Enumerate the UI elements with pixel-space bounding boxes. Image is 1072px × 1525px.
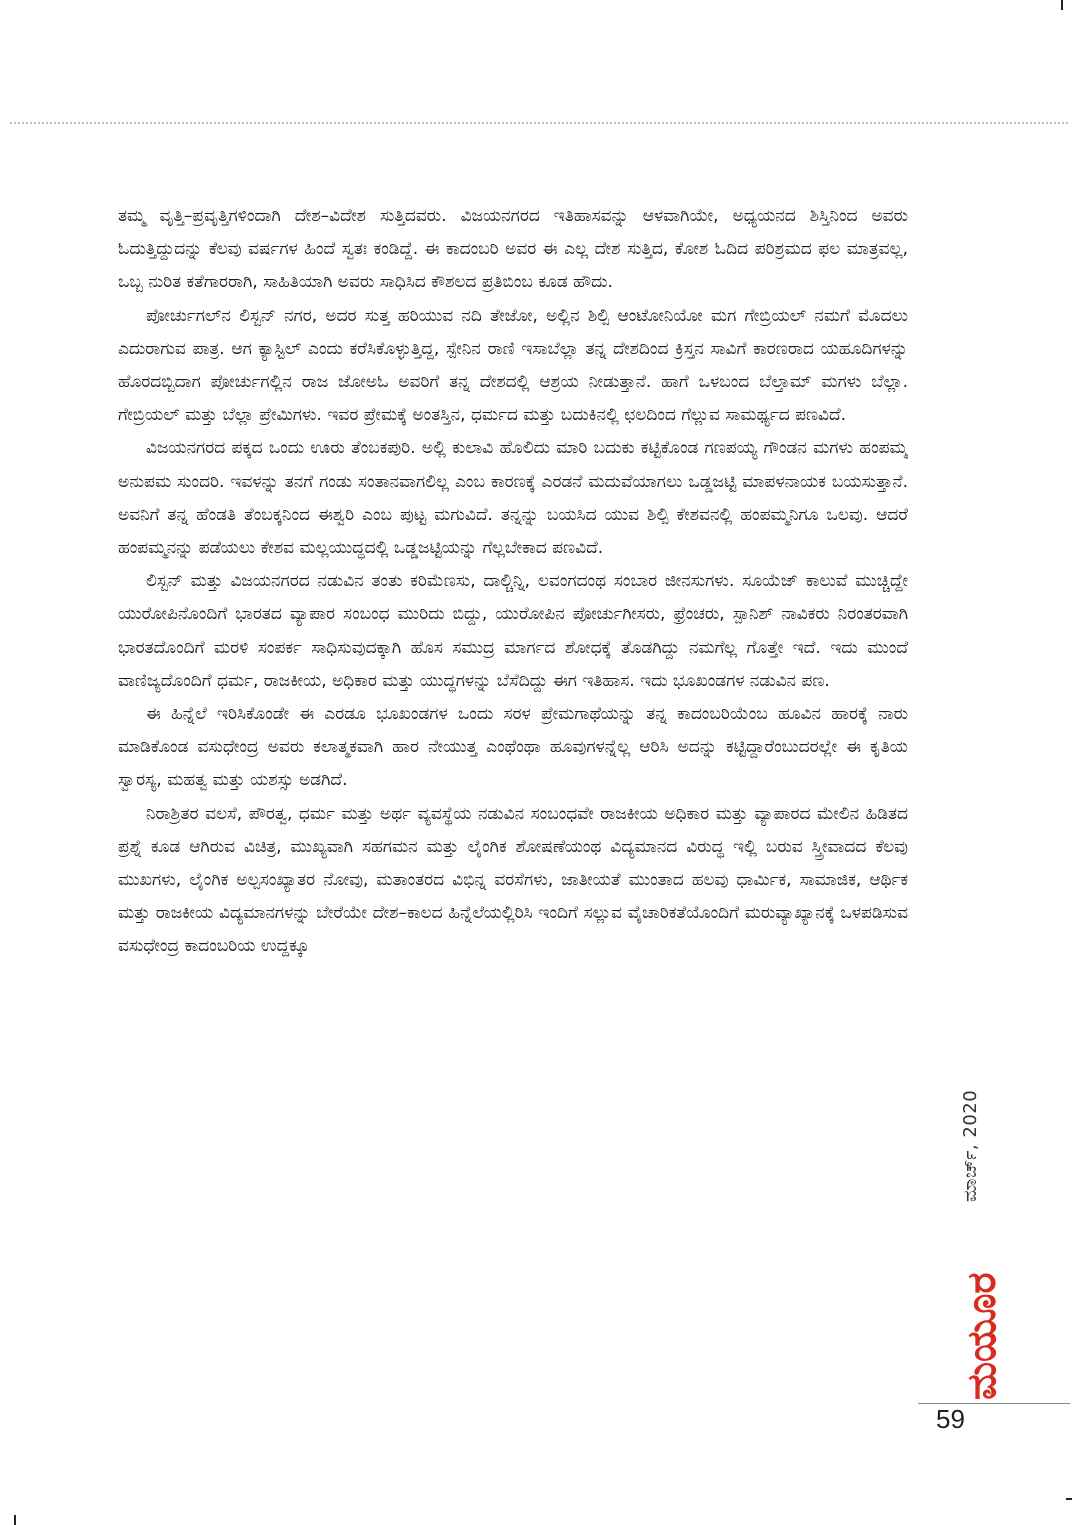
crop-mark-top-right [1061, 0, 1063, 10]
magazine-logo: ಮಯೂರ [959, 1272, 1005, 1400]
paragraph: ಪೋರ್ಚುಗಲ್‌ನ ಲಿಸ್ಬನ್ ನಗರ, ಅದರ ಸುತ್ತ ಹರಿಯುವ ನದಿ ತೇಜೋ, ಅಲ್ಲಿನ ಶಿಲ್ಪಿ ಆಂಟೋನಿಯೋ ಮಗ ಗೇಬ್ರಿಯಲ್ ನಮಗೆ ಮೊದಲು ಎದುರಾಗುವ ಪಾತ್ರ. ಆಗ ಕ್ಯಾಸ್ಟಿಲ್ ಎಂದು ಕರೆಸಿಕೊಳ್ಳುತ್ತಿದ್ದ, ಸ್ಪೇನಿನ ರಾಣಿ ಇಸಾಬೆಲ್ಲಾ ತನ್ನ ದೇಶದಿಂದ ಕ್ರಿಸ್ತನ ಸಾವಿಗೆ ಕಾರಣರಾದ ಯಹೂದಿಗಳನ್ನು ಹೊರದಬ್ಬಿದಾಗ ಪೋರ್ಚುಗಲ್ಲಿನ ರಾಜ ಜೋಅಓ ಅವರಿಗೆ ತನ್ನ ದೇಶದಲ್ಲಿ ಆಶ್ರಯ ನೀಡುತ್ತಾನೆ. ಹಾಗೆ ಒಳಬಂದ ಬೆಲ್ತಾಮ್ ಮಗಳು ಬೆಲ್ಲಾ. ಗೇಬ್ರಿಯಲ್ ಮತ್ತು ಬೆಲ್ಲಾ ಪ್ರೇಮಿಗಳು. ಇವರ ಪ್ರೇಮಕ್ಕೆ ಅಂತಸ್ತಿನ, ಧರ್ಮದ ಮತ್ತು ಬದುಕಿನಲ್ಲಿ ಛಲದಿಂದ ಗೆಲ್ಲುವ ಸಾಮರ್ಥ್ಯದ ಪಣವಿದೆ. [118, 305, 908, 426]
crop-mark-bottom-left [14, 1515, 16, 1525]
paragraph: ತಮ್ಮ ವೃತ್ತಿ–ಪ್ರವೃತ್ತಿಗಳಿಂದಾಗಿ ದೇಶ–ವಿದೇಶ ಸುತ್ತಿದವರು. ವಿಜಯನಗರದ ಇತಿಹಾಸವನ್ನು ಆಳವಾಗಿಯೇ, ಅಧ್ಯಯನದ ಶಿಸ್ತಿನಿಂದ ಅವರು ಓದುತ್ತಿದ್ದುದನ್ನು ಕೆಲವು ವರ್ಷಗಳ ಹಿಂದೆ ಸ್ವತಃ ಕಂಡಿದ್ದೆ. ಈ ಕಾದಂಬರಿ ಅವರ ಈ ಎಲ್ಲ ದೇಶ ಸುತ್ತಿದ, ಕೋಶ ಓದಿದ ಪರಿಶ್ರಮದ ಫಲ ಮಾತ್ರವಲ್ಲ, ಒಬ್ಬ ನುರಿತ ಕತೆಗಾರರಾಗಿ, ಸಾಹಿತಿಯಾಗಿ ಅವರು ಸಾಧಿಸಿದ ಕೌಶಲದ ಪ್ರತಿಬಿಂಬ ಕೂಡ ಹೌದು. [118, 206, 908, 293]
page-number: 59 [936, 1404, 965, 1434]
crop-mark-bottom-right [1066, 1498, 1072, 1500]
paragraph: ನಿರಾಶ್ರಿತರ ವಲಸೆ, ಪೌರತ್ವ, ಧರ್ಮ ಮತ್ತು ಅರ್ಥ ವ್ಯವಸ್ಥೆಯ ನಡುವಿನ ಸಂಬಂಧವೇ ರಾಜಕೀಯ ಅಧಿಕಾರ ಮತ್ತು ವ್ಯಾಪಾರದ ಮೇಲಿನ ಹಿಡಿತದ ಪ್ರಶ್ನೆ ಕೂಡ ಆಗಿರುವ ವಿಚಿತ್ರ, ಮುಖ್ಯವಾಗಿ ಸಹಗಮನ ಮತ್ತು ಲೈಂಗಿಕ ಶೋಷಣೆಯಂಥ ವಿದ್ಯಮಾನದ ವಿರುದ್ಧ ಇಲ್ಲಿ ಬರುವ ಸ್ತ್ರೀವಾದದ ಕೆಲವು ಮುಖಗಳು, ಲೈಂಗಿಕ ಅಲ್ಪಸಂಖ್ಯಾತರ ನೋವು, ಮತಾಂತರದ ವಿಭಿನ್ನ ವರಸೆಗಳು, ಜಾತೀಯತೆ ಮುಂತಾದ ಹಲವು ಧಾರ್ಮಿಕ, ಸಾಮಾಜಿಕ, ಆರ್ಥಿಕ ಮತ್ತು ರಾಜಕೀಯ ವಿದ್ಯಮಾನಗಳನ್ನು ಬೇರೆಯೇ ದೇಶ–ಕಾಲದ ಹಿನ್ನೆಲೆಯಲ್ಲಿರಿಸಿ ಇಂದಿಗೆ ಸಲ್ಲುವ ವೈಚಾರಿಕತೆಯೊಂದಿಗೆ ಮರುವ್ಯಾಖ್ಯಾನಕ್ಕೆ ಒಳಪಡಿಸುವ ವಸುಧೇಂದ್ರ ಕಾದಂಬರಿಯ ಉದ್ದಕ್ಕೂ [118, 803, 908, 957]
paragraph: ಈ ಹಿನ್ನೆಲೆ ಇರಿಸಿಕೊಂಡೇ ಈ ಎರಡೂ ಭೂಖಂಡಗಳ ಒಂದು ಸರಳ ಪ್ರೇಮಗಾಥೆಯನ್ನು ತನ್ನ ಕಾದಂಬರಿಯೆಂಬ ಹೂವಿನ ಹಾರಕ್ಕೆ ನಾರು ಮಾಡಿಕೊಂಡ ವಸುಧೇಂದ್ರ ಅವರು ಕಲಾತ್ಮಕವಾಗಿ ಹಾರ ನೇಯುತ್ತ ಎಂಥೆಂಥಾ ಹೂವುಗಳನ್ನೆಲ್ಲ ಆರಿಸಿ ಅದನ್ನು ಕಟ್ಟಿದ್ದಾರೆಂಬುದರಲ್ಲೇ ಈ ಕೃತಿಯ ಸ್ವಾರಸ್ಯ, ಮಹತ್ವ ಮತ್ತು ಯಶಸ್ಸು ಅಡಗಿದೆ. [118, 704, 908, 791]
masthead-sidebar [918, 1082, 1005, 1400]
issue-date: ಮಾರ್ಚ್, 2020 [960, 1089, 981, 1202]
article-body [118, 200, 908, 1395]
paragraph: ಲಿಸ್ಬನ್ ಮತ್ತು ವಿಜಯನಗರದ ನಡುವಿನ ತಂತು ಕರಿಮೆಣಸು, ದಾಲ್ಚಿನ್ನಿ, ಲವಂಗದಂಥ ಸಂಬಾರ ಜೀನಸುಗಳು. ಸೂಯೆಜ್ ಕಾಲುವೆ ಮುಚ್ಚಿದ್ದೇ ಯುರೋಪಿನೊಂದಿಗೆ ಭಾರತದ ವ್ಯಾಪಾರ ಸಂಬಂಧ ಮುರಿದು ಬಿದ್ದು, ಯುರೋಪಿನ ಪೋರ್ಚುಗೀಸರು, ಫ್ರೆಂಚರು, ಸ್ಪಾನಿಶ್ ನಾವಿಕರು ನಿರಂತರವಾಗಿ ಭಾರತದೊಂದಿಗೆ ಮರಳಿ ಸಂಪರ್ಕ ಸಾಧಿಸುವುದಕ್ಕಾಗಿ ಹೊಸ ಸಮುದ್ರ ಮಾರ್ಗದ ಶೋಧಕ್ಕೆ ತೊಡಗಿದ್ದು ನಮಗೆಲ್ಲ ಗೊತ್ತೇ ಇದೆ. ಇದು ಮುಂದೆ ವಾಣಿಜ್ಯದೊಂದಿಗೆ ಧರ್ಮ, ರಾಜಕೀಯ, ಅಧಿಕಾರ ಮತ್ತು ಯುದ್ಧಗಳನ್ನು ಬೆಸೆದಿದ್ದು ಈಗ ಇತಿಹಾಸ. ಇದು ಭೂಖಂಡಗಳ ನಡುವಿನ ಪಣ. [118, 571, 908, 691]
paragraph: ವಿಜಯನಗರದ ಪಕ್ಕದ ಒಂದು ಊರು ತೆಂಬಕಪುರಿ. ಅಲ್ಲಿ ಕುಲಾವಿ ಹೊಲಿದು ಮಾರಿ ಬದುಕು ಕಟ್ಟಿಕೊಂಡ ಗಣಪಯ್ಯ ಗೌಂಡನ ಮಗಳು ಹಂಪಮ್ಮ ಅನುಪಮ ಸುಂದರಿ. ಇವಳನ್ನು ತನಗೆ ಗಂಡು ಸಂತಾನವಾಗಲಿಲ್ಲ ಎಂಬ ಕಾರಣಕ್ಕೆ ಎರಡನೆ ಮದುವೆಯಾಗಲು ಒಡ್ಡಜಟ್ಟಿ ಮಾಪಳನಾಯಕ ಬಯಸುತ್ತಾನೆ. ಅವನಿಗೆ ತನ್ನ ಹೆಂಡತಿ ತೆಂಬಕ್ಕನಿಂದ ಈಶ್ವರಿ ಎಂಬ ಪುಟ್ಟ ಮಗುವಿದೆ. ತನ್ನನ್ನು ಬಯಸಿದ ಯುವ ಶಿಲ್ಪಿ ಕೇಶವನಲ್ಲಿ ಹಂಪಮ್ಮನಿಗೂ ಒಲವು. ಆದರೆ ಹಂಪಮ್ಮನನ್ನು ಪಡೆಯಲು ಕೇಶವ ಮಲ್ಲಯುದ್ಧದಲ್ಲಿ ಒಡ್ಡಜಟ್ಟಿಯನ್ನು ಗೆಲ್ಲಬೇಕಾದ ಪಣವಿದೆ. [118, 438, 908, 559]
header-dotted-rule [10, 122, 1068, 124]
